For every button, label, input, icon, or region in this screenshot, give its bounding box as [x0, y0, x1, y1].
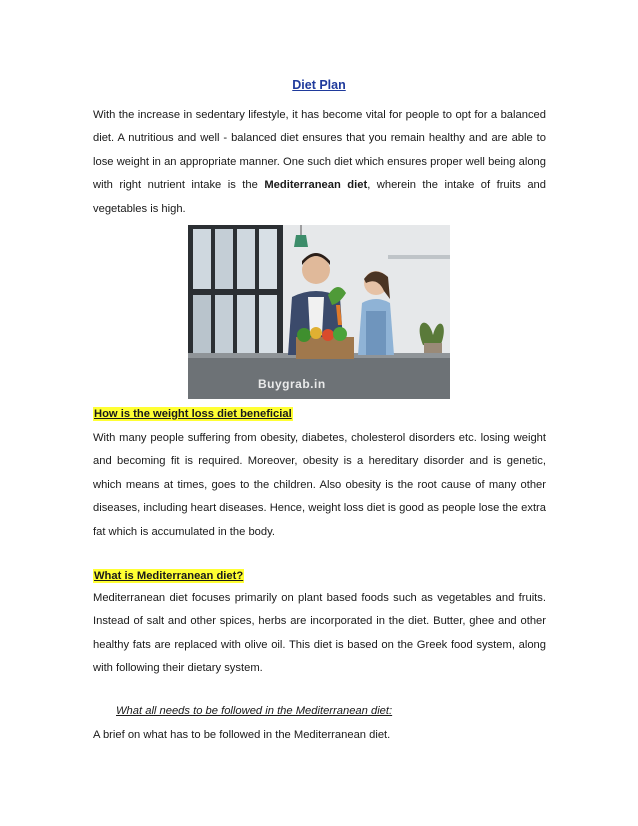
photo-kitchen-icon [188, 225, 450, 399]
intro-bold-term: Mediterranean diet [264, 179, 368, 192]
intro-paragraph [93, 104, 546, 221]
photo-watermark: Buygrab.in [258, 377, 326, 391]
section1-heading: How is the weight loss diet beneficial [94, 408, 292, 420]
article-photo [188, 225, 450, 399]
section3-line: A brief on what has to be followed in the Mediterranean diet. [93, 729, 391, 741]
page-title: Diet Plan [292, 78, 346, 92]
section2-body: Mediterranean diet focuses primarily on plant based foods such as vegetables and fruits. Instead of salt and other spices, herbs are incorporated in the diet. Butter, ghee and other healthy fats are replaced with olive oil. This diet is based on the Greek food system, along with following their dietary system. [93, 592, 546, 675]
section3-colon: : [389, 705, 393, 717]
section2-heading: What is Mediterranean diet? [94, 570, 244, 582]
section3-subheading [116, 705, 392, 717]
section1-body: With many people suffering from obesity, diabetes, cholesterol disorders etc. losing weight and becoming fit is required. Moreover, obesity is a hereditary disorder and is genetic, which means at times, goes to the children. Also obesity is the root cause of many other diseases, including heart diseases. Hence, weight loss diet is good as people lose the extra fat which is accumulated in the body. [93, 432, 546, 538]
section3-subheading-text: What all needs to be followed in the Mediterranean diet [116, 705, 390, 717]
intro-text: With the increase in sedentary lifestyle, it has become vital for people to opt for a balanced diet. A nutritious and well - balanced diet ensures that you remain healthy and are able to lose weight in an appropriate manner. One such diet which ensures proper well being along with right nutrient intake is the [93, 109, 546, 192]
intro-text-end: , wherein the intake of fruits and vegetables is high. [93, 179, 546, 215]
